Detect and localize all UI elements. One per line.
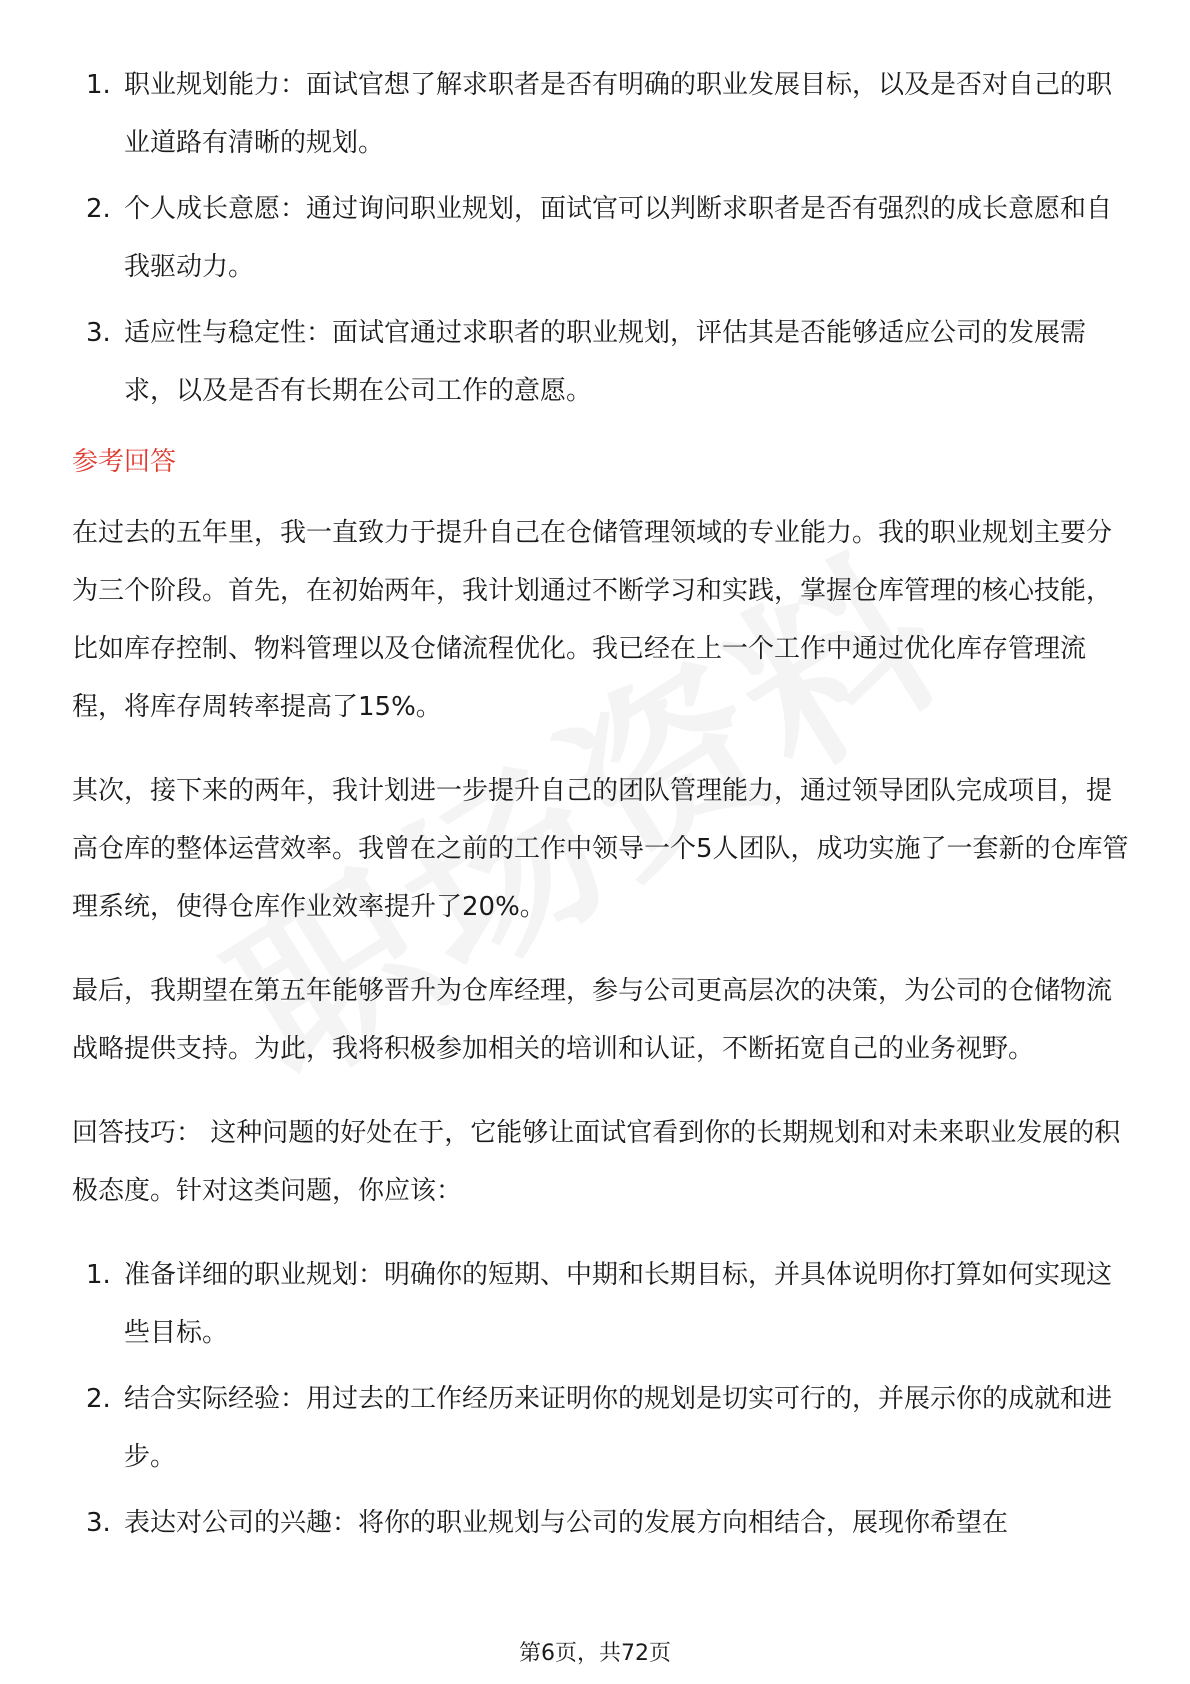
answer-tips-intro: 回答技巧： 这种问题的好处在于，它能够让面试官看到你的长期规划和对未来职业发展的积极态度。针对这类问题，你应该： <box>72 1118 1121 1206</box>
list-item-text: 适应性与稳定性：面试官通过求职者的职业规划，评估其是否能够适应公司的发展需求，以及是否有长期在公司工作的意愿。 <box>124 318 1087 406</box>
reference-answer-heading: 参考回答 <box>72 447 177 477</box>
answer-paragraph: 在过去的五年里，我一直致力于提升自己在仓储管理领域的专业能力。我的职业规划主要分为三个阶段。首先，在初始两年，我计划通过不断学习和实践，掌握仓库管理的核心技能，比如库存控制、物料管理以及仓储流程优化。我已经在上一个工作中通过优化库存管理流程，将库存周转率提高了15%。 <box>72 518 1113 722</box>
intro-points-list <box>72 56 1132 420</box>
list-item-text: 表达对公司的兴趣：将你的职业规划与公司的发展方向相结合，展现你希望在 <box>124 1508 1009 1538</box>
list-number: 1. <box>86 70 111 100</box>
list-item-text: 职业规划能力：面试官想了解求职者是否有明确的职业发展目标，以及是否对自己的职业道路有清晰的规划。 <box>124 70 1113 158</box>
list-item <box>72 304 1132 420</box>
list-item <box>72 1494 1132 1552</box>
page-footer: 第6页，共72页 <box>519 1641 671 1666</box>
tips-points-list <box>72 1246 1132 1552</box>
list-number: 2. <box>86 194 111 224</box>
list-item <box>72 180 1132 296</box>
list-item-text: 结合实际经验：用过去的工作经历来证明你的规划是切实可行的，并展示你的成就和进步。 <box>124 1384 1113 1472</box>
list-item-text: 个人成长意愿：通过询问职业规划，面试官可以判断求职者是否有强烈的成长意愿和自我驱动力。 <box>124 194 1113 282</box>
list-item-text: 准备详细的职业规划：明确你的短期、中期和长期目标，并具体说明你打算如何实现这些目标。 <box>124 1260 1113 1348</box>
list-number: 3. <box>86 318 111 348</box>
page-content <box>72 56 1132 1552</box>
list-item <box>72 56 1132 172</box>
list-item <box>72 1246 1132 1362</box>
answer-paragraph: 其次，接下来的两年，我计划进一步提升自己的团队管理能力，通过领导团队完成项目，提高仓库的整体运营效率。我曾在之前的工作中领导一个5人团队，成功实施了一套新的仓库管理系统，使得仓库作业效率提升了20%。 <box>72 776 1129 922</box>
list-item <box>72 1370 1132 1486</box>
answer-paragraph: 最后，我期望在第五年能够晋升为仓库经理，参与公司更高层次的决策，为公司的仓储物流战略提供支持。为此，我将积极参加相关的培训和认证，不断拓宽自己的业务视野。 <box>72 976 1113 1064</box>
list-number: 1. <box>86 1260 111 1290</box>
list-number: 3. <box>86 1508 111 1538</box>
list-number: 2. <box>86 1384 111 1414</box>
